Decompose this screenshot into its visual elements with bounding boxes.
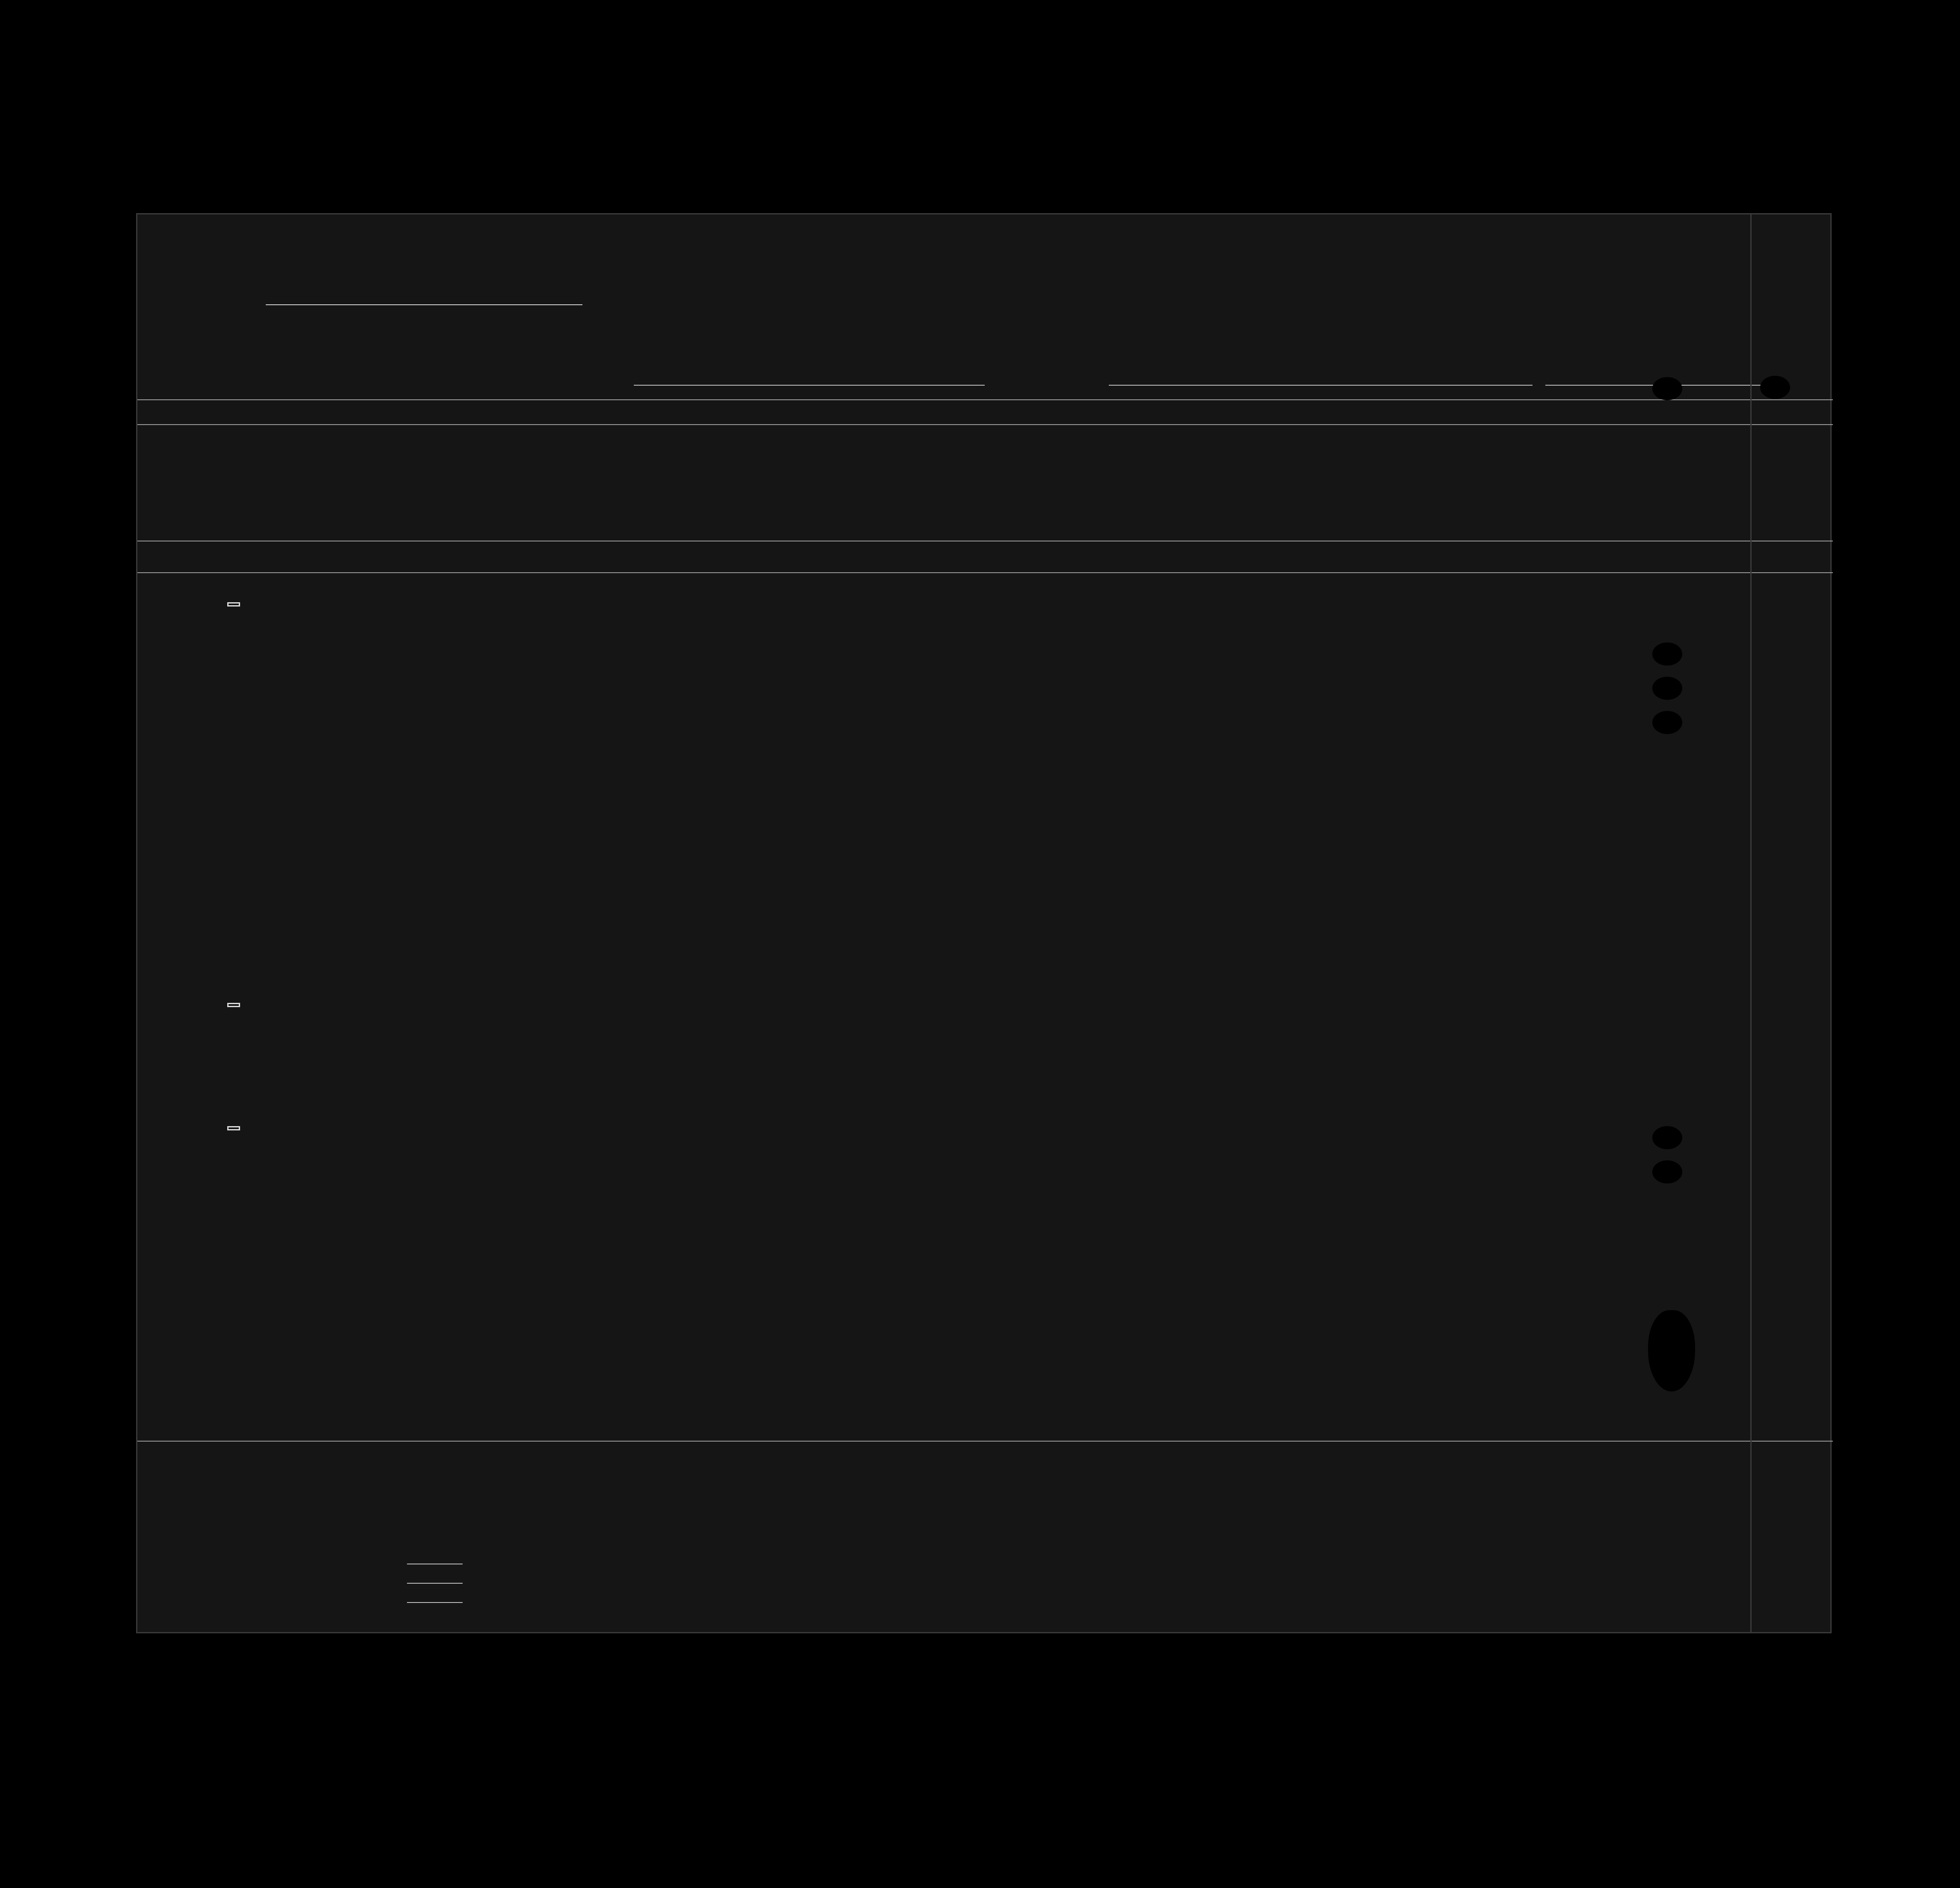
manifest-sheet — [136, 213, 1832, 1633]
punch-hole — [1652, 1160, 1682, 1183]
citizens-underline — [407, 1583, 463, 1584]
punch-hole — [1652, 377, 1682, 400]
punch-hole — [1760, 376, 1790, 399]
table-rule — [137, 572, 1833, 573]
table-rule — [137, 399, 1833, 400]
list-underline — [266, 304, 582, 305]
ink-blot — [1648, 1310, 1695, 1391]
aliens-underline — [407, 1602, 463, 1603]
us-citizen-stamp — [227, 1003, 240, 1007]
punch-hole — [1652, 642, 1682, 666]
ship-underline — [634, 385, 985, 386]
us-citizen-stamp — [227, 602, 240, 607]
port-underline — [1109, 385, 1532, 386]
table-rule — [137, 1441, 1833, 1442]
punch-hole — [1652, 677, 1682, 700]
adjacent-page-edge — [1750, 213, 1833, 1633]
us-citizen-stamp — [227, 1126, 240, 1130]
punch-hole — [1652, 711, 1682, 734]
punch-hole — [1652, 1126, 1682, 1149]
table-rule — [137, 424, 1833, 425]
